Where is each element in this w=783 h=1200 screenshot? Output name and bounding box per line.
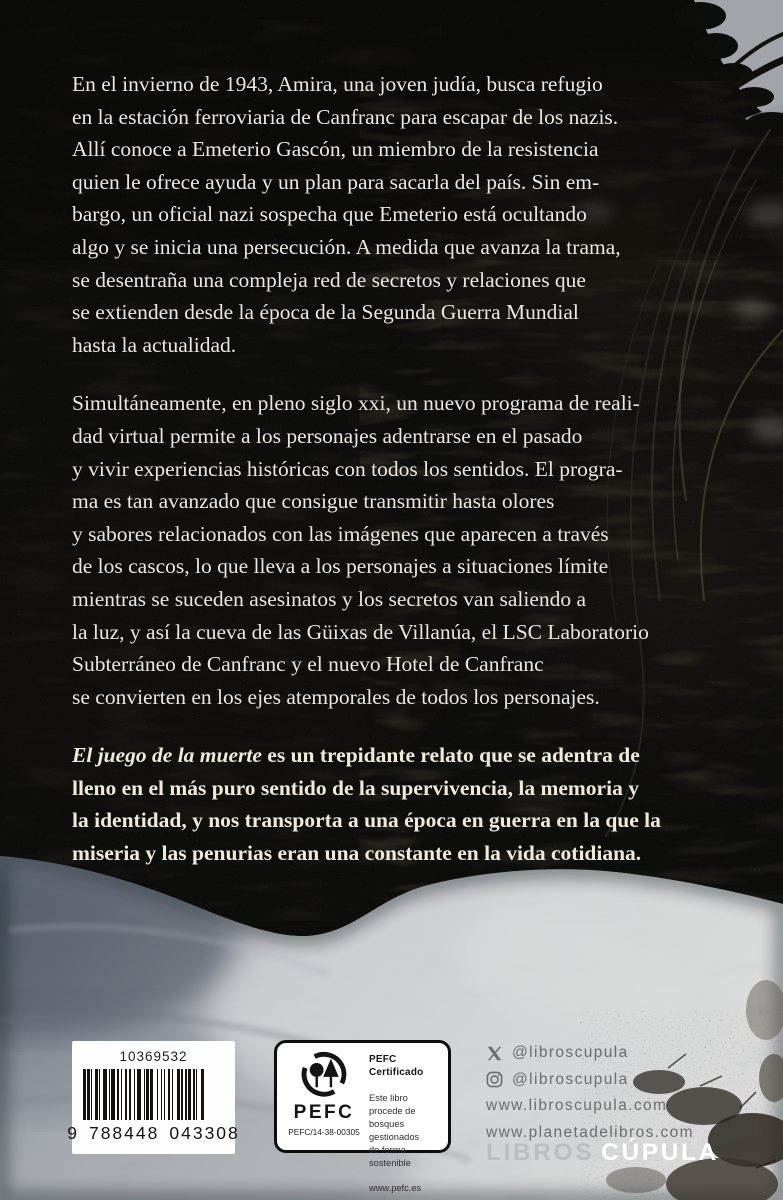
pefc-description [369,1092,441,1170]
x-logo-icon [486,1045,503,1062]
review-lines [72,772,748,870]
pefc-title: PEFC Certificado [369,1054,424,1078]
text-line: algo y se inicia una persecución. A medida que avanza la trama, [72,234,621,259]
pefc-trees-icon [298,1050,350,1102]
pefc-license-number: PEFC/14-38-00305 [288,1127,360,1137]
barcode-label [67,1041,240,1154]
publisher-logo-libros: LIBROS [486,1139,595,1166]
review-line1-rest: es un trepidante relato que se adentra de [261,743,640,768]
pefc-logo-text: PEFC [293,1102,355,1123]
x-handle: @libroscupula [512,1044,629,1062]
text-line: Simultáneamente, en pleno siglo xxi, un nuevo programa de reali- [72,391,640,416]
text-line: y sabores relacionados con las imágenes que aparecen a través [72,521,609,546]
text-line: miseria y las penurias eran una constante en la vida cotidiana. [72,841,642,866]
pefc-logo-block [286,1050,362,1145]
text-line: ma es tan avanzado que consigue transmitir hasta olores [72,489,555,514]
barcode-top-number: 10369532 [119,1049,188,1064]
website-row-1 [486,1093,694,1120]
text-line: y vivir experiencias históricas con todos los sentidos. El progra- [72,456,623,481]
text-line: la identidad, y nos transporta a una época en guerra en la que la [72,808,661,833]
ean-group-2: 043308 [169,1123,240,1143]
publisher-logo [486,1139,719,1167]
publisher-logo-cupula: CÚPULA [601,1139,719,1166]
instagram-handle: @libroscupula [512,1070,629,1088]
text-line: la luz, y así la cueva de las Güixas de Villanúa, el LSC Laboratorio [72,619,649,644]
text-line: hasta la actualidad. [72,332,237,357]
text-line: dad virtual permite a los personajes adentrarse en el pasado [72,423,583,448]
text-line: se convierten en los ejes atemporales de todos los personajes. [72,684,600,709]
planetadelibros-url: www.planetadelibros.com [486,1123,694,1141]
text-line: quien le ofrece ayuda y un plan para sacarla del país. Sin em- [72,169,600,194]
text-line: En el invierno de 1943, Amira, una joven judía, busca refugio [72,72,603,96]
text-line: en la estación ferroviaria de Canfranc para escapar de los nazis. [72,104,619,129]
publisher-url: www.libroscupula.com [486,1097,668,1115]
instagram-handle-row [486,1067,694,1094]
text-line: de los cascos, lo que lleva a los personajes a situaciones límite [72,554,609,579]
paragraph-review [72,739,748,869]
social-links [486,1040,694,1146]
text-line: lleno en el más puro sentido de la supervivencia, la memoria y [72,775,639,800]
text-line: se desentraña una compleja red de secretos y relaciones que [72,267,586,292]
text-line: mientras se suceden asesinatos y los secretos van saliendo a [72,586,587,611]
ean-group-1: 788448 [88,1123,160,1143]
instagram-icon [486,1071,503,1088]
text-line: bosques gestionados [369,1119,420,1142]
pefc-certification-label [274,1040,451,1193]
barcode-bars [83,1069,224,1120]
book-title-italic: El juego de la muerte [72,743,262,768]
paragraph-plot-2 [72,387,748,713]
text-line [72,739,748,772]
ean-check-digit: 9 [67,1123,79,1143]
barcode-ean-digits [67,1123,240,1144]
paragraph-plot-1 [72,68,748,361]
text-line: Subterráneo de Canfranc y el nuevo Hotel de Canfranc [72,652,544,677]
pefc-url: www.pefc.es [369,1183,422,1193]
text-line: Este libro procede de [369,1093,416,1116]
text-line: Allí conoce a Emeterio Gascón, un miembro de la resistencia [72,137,599,162]
x-handle-row [486,1040,694,1067]
text-line: de forma sostenible [369,1145,411,1168]
text-line: bargo, un oficial nazi sospecha que Emeterio está ocultando [72,202,587,227]
text-line: se extienden desde la época de la Segunda Guerra Mundial [72,300,579,325]
synopsis-text [72,68,748,896]
pefc-text-block [369,1050,441,1193]
